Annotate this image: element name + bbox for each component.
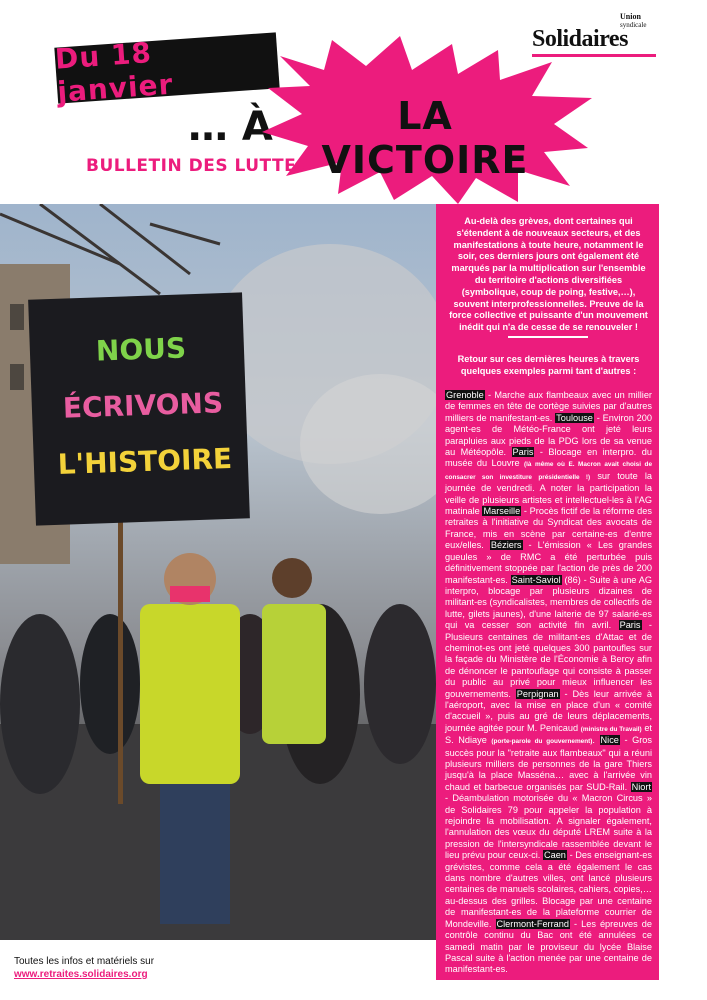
action-text: et S. Ndiaye bbox=[445, 722, 652, 746]
banner-text: NOUS ÉCRIVONS L'HISTOIRE bbox=[57, 331, 233, 482]
victory-title: LA VICTOIRE bbox=[321, 94, 529, 182]
action-text: - Plusieurs centaines de militant-es d'Attac et de cheminot-es ont jeté quelques 300 pantoufles sur la façade du Ministère de l'Économie à Bercy afin de dénoncer le pantouflage qui consiste à passer du public au privé pour mieux influencer les gouvernements. bbox=[445, 620, 652, 699]
protest-photo bbox=[0, 204, 436, 940]
city-tag: Saint-Saviol bbox=[511, 574, 561, 585]
footer bbox=[14, 955, 154, 981]
logo-underline bbox=[532, 54, 656, 57]
footer-text: Toutes les infos et matériels sur bbox=[14, 956, 155, 967]
date-banner-text: Du 18 janvier bbox=[53, 36, 175, 109]
city-tag: Grenoble bbox=[446, 390, 484, 400]
city-tag: Caen bbox=[543, 850, 566, 861]
city-tag: Paris bbox=[619, 620, 641, 631]
action-text: (86) - Suite à une AG interpro, blocage par plusieurs dizaines de militant-es (syndicalistes, membres de collectifs de lutte, gilets jaunes), d'une laiterie de 97 salarié-es qui va cesser son activité fin avril. bbox=[445, 574, 652, 631]
actions-list bbox=[445, 390, 652, 976]
action-text: sur toute la journée de vendredi. A noter la participation la veille de plusieurs artistes et intellectuel-les à l'AG matinale bbox=[445, 470, 652, 517]
city-tag: Marseille bbox=[483, 506, 521, 517]
action-note: (porte-parole du gouvernement) bbox=[491, 738, 593, 746]
logo-union-label: Union syndicale bbox=[620, 12, 647, 29]
city-tag: Perpignan bbox=[516, 688, 559, 699]
intro-paragraph: Au-delà des grèves, dont certaines qui s'étendent à de nouveaux secteurs, et des manifestations à toute heure, notamment le soir, ces derniers jours ont également été marqués par la multiplication sur l'ensemble du territoire d'actions diversifiées (symbolique, coup de poing, festive,…), souvent interprofessionnelles. Preuve de la force collective et puissante d'un mouvement inédit qui n'a de cesse de se renouveler ! bbox=[449, 216, 648, 333]
action-text: - Dès leur arrivée à l'aéroport, avec la mise en place d'un « comité d'accueil », puis au gré de leurs déplacements, journée agitée pour M. Penicaud bbox=[445, 688, 652, 733]
action-text: . bbox=[592, 735, 600, 746]
footer-link[interactable]: www.retraites.solidaires.org bbox=[14, 969, 148, 980]
solidaires-logo bbox=[532, 12, 656, 60]
city-tag: Paris bbox=[512, 447, 534, 458]
bulletin-subtitle: BULLETIN DES LUTTES bbox=[86, 156, 309, 176]
sidebar-panel bbox=[436, 204, 659, 980]
separator-line bbox=[508, 336, 588, 338]
action-text: - Les épreuves de contrôle continu du Bac ont été annulées ce samedi matin par le proviseur du lycée Blaise Pascal suite à l'action menée par une centaine de manifestant-es. bbox=[445, 918, 652, 975]
action-text: - Des enseignant-es grévistes, comme cela a été également le cas dans nombre d'autres villes, ont lancé plusieurs centaines de manuels scolaires, cahiers, copies,… au-dessus des grilles. Blocage par une centaine de manifestant-es de la plateforme courrier de Mondeville. bbox=[445, 850, 652, 929]
logo-wordmark: Solidaires bbox=[532, 26, 628, 52]
action-note: (ministre du Travail) bbox=[580, 725, 642, 733]
city-tag: Nice bbox=[600, 735, 619, 746]
action-text: - Environ 200 agent-es de Météo-France ont jeté leurs parapluies aux pieds de la PDG lors de sa venue au Météopôle. bbox=[445, 412, 652, 458]
lead-paragraph: Retour sur ces dernières heures à travers quelques exemples parmi tant d'autres : bbox=[457, 354, 640, 376]
action-text: - Déambulation motorisée du « Macron Circus » de Solidaires 79 pour appeler la population à rejoindre la mobilisation. A signaler également, l'annulation des vœux du député LREM suite à la pression de l'intersyndicale rassemblée devant le lieu prévu pour ceux-ci. bbox=[445, 793, 652, 861]
city-tag: Toulouse bbox=[556, 412, 593, 423]
photo-illustration bbox=[0, 204, 436, 940]
city-tag: Clermont-Ferrand bbox=[496, 918, 569, 929]
ellipsis-text: … À bbox=[188, 104, 273, 150]
city-tag: Béziers bbox=[490, 540, 522, 551]
city-tag: Niort bbox=[631, 781, 651, 792]
action-text: - Gros succès pour la "retraite aux flambeaux" qui a réuni plusieurs milliers de personnes de la gare Thiers jusqu'à la place Masséna… avec à l'arrivée vin chaud et barbecue organisés par SUD-Rail. bbox=[445, 735, 653, 792]
date-banner bbox=[53, 32, 279, 109]
action-text: - Procès fictif de la réforme des retraites à l'initiative du Syndicat des avocats de France, mis en scène par certaine-es d'entre eux/elles. bbox=[445, 506, 652, 551]
action-text: - Marche aux flambeaux avec un millier de femmes en tête de cortège suivies par d'autres milliers de manifestant-es. bbox=[445, 390, 652, 423]
action-text: - Blocage en interpro. du musée du Louvre bbox=[445, 447, 652, 469]
action-text: - L'émission « Les grandes gueules » de RMC a été perturbée puis définitivement stoppée par l'action de près de 200 manifestant-es. bbox=[445, 540, 652, 585]
action-note: (là même où E. Macron avait choisi de consacrer son investiture présidentielle !) bbox=[445, 461, 653, 481]
